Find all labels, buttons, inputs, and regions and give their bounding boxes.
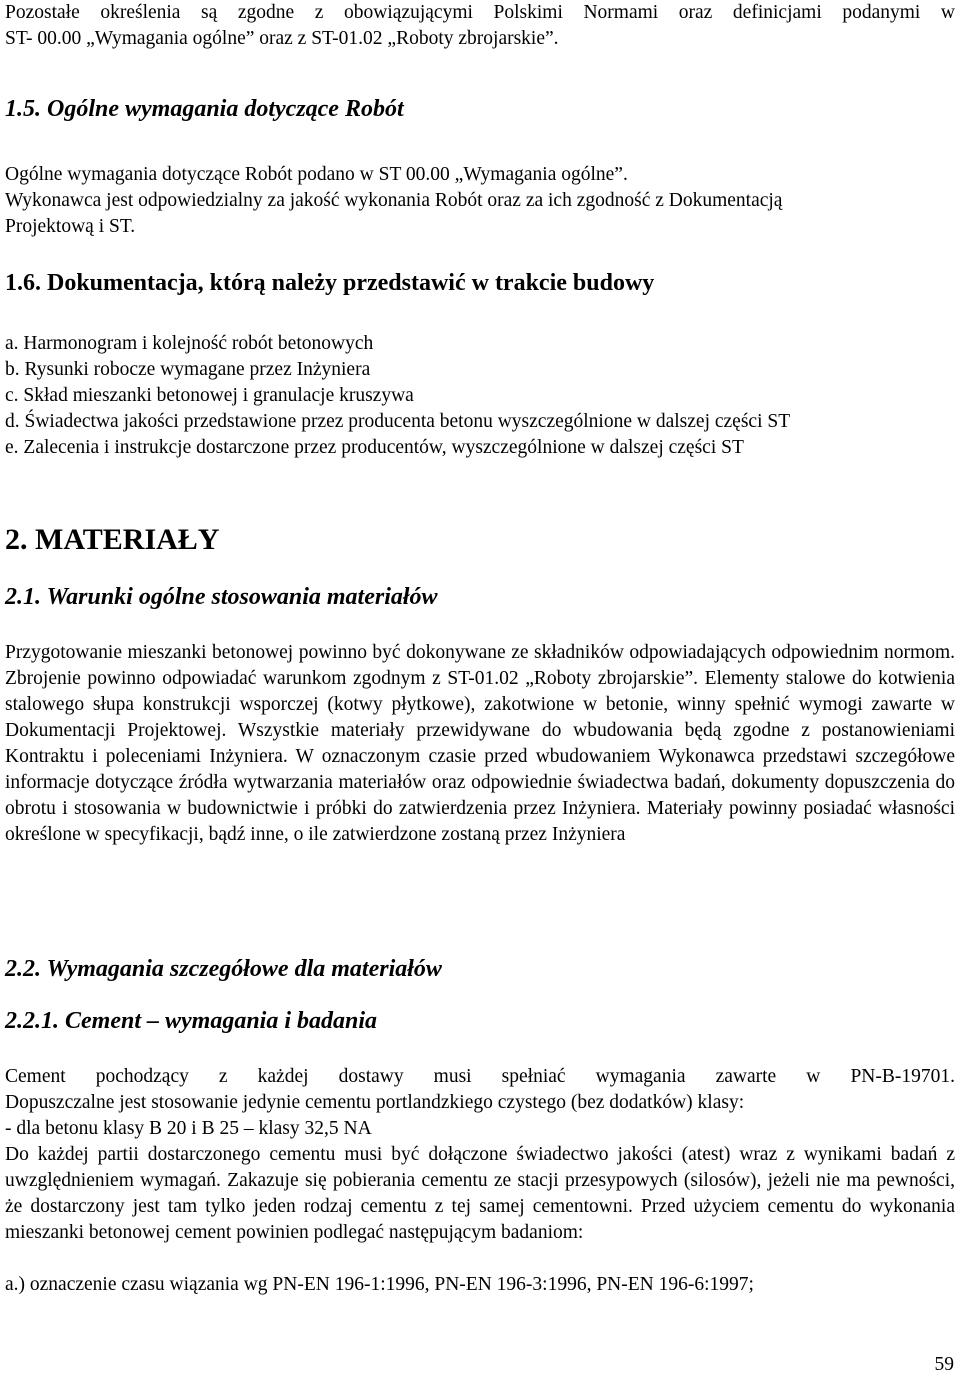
page-number: 59 bbox=[934, 1354, 954, 1375]
section-1-5-line-3: Projektową i ST. bbox=[5, 216, 136, 237]
section-2-1-heading: 2.1. Warunki ogólne stosowania materiałów bbox=[5, 584, 438, 610]
section-1-6-heading: 1.6. Dokumentacja, którą należy przedstawić w trakcie budowy bbox=[5, 270, 655, 296]
list-item: a. Harmonogram i kolejność robót betonowych bbox=[5, 333, 374, 354]
section-1-5-line-2: Wykonawca jest odpowiedzialny za jakość wykonania Robót oraz za ich zgodność z Dokumentacją bbox=[5, 190, 783, 211]
section-2-2-1-paragraph: Do każdej partii dostarczonego cementu musi być dołączone świadectwo jakości (atest) wraz z wynikami badań z uwzględnieniem wymagań. Zakazuje się pobierania cementu ze stacji przesypowych (silosów), jeżeli nie ma pewności, że dostarczony jest tam tylko jeden rodzaj cementu z tej samej cementowni. Przed użyciem cementu do wykonania mieszanki betonowej cement powinien podlegać następującym badaniom: bbox=[5, 1144, 955, 1243]
list-item: b. Rysunki robocze wymagane przez Inżyniera bbox=[5, 359, 371, 380]
section-2-2-heading: 2.2. Wymagania szczegółowe dla materiałów bbox=[5, 956, 442, 982]
list-item: d. Świadectwa jakości przedstawione przez producenta betonu wyszczególnione w dalszej części ST bbox=[5, 411, 791, 432]
section-1-5-heading: 1.5. Ogólne wymagania dotyczące Robót bbox=[5, 96, 404, 122]
list-item: e. Zalecenia i instrukcje dostarczone przez producentów, wyszczególnione w dalszej części ST bbox=[5, 437, 744, 458]
section-2-1-paragraph: Przygotowanie mieszanki betonowej powinno być dokonywane ze składników odpowiadających odpowiednim normom. Zbrojenie powinno odpowiadać warunkom zgodnym z ST-01.02 „Roboty zbrojarskie”. Elementy stalowe do kotwienia stalowego słupa konstrukcji wsporczej (kotwy płytkowe), zakotwione w betonie, winny spełnić wymogi zawarte w Dokumentacji Projektowej. Wszystkie materiały przewidywane do wbudowania będą zgodne z postanowieniami Kontraktu i poleceniami Inżyniera. W oznaczonym czasie przed wbudowaniem Wykonawca przedstawi szczegółowe informacje dotyczące źródła wytwarzania materiałów oraz odpowiednie świadectwa badań, dokumenty dopuszczenia do obrotu i stosowania w budownictwie i próbki do zatwierdzenia przez Inżyniera. Materiały powinny posiadać własności określone w specyfikacji, bądź inne, o ile zatwierdzone zostaną przez Inżyniera bbox=[5, 642, 955, 845]
list-item: c. Skład mieszanki betonowej i granulacje kruszywa bbox=[5, 385, 414, 406]
cement-test-item-a: a.) oznaczenie czasu wiązania wg PN-EN 196-1:1996, PN-EN 196-3:1996, PN-EN 196-6:1997; bbox=[5, 1274, 754, 1295]
section-2-2-1-heading: 2.2.1. Cement – wymagania i badania bbox=[5, 1008, 378, 1034]
intro-line-1: Pozostałe określenia są zgodne z obowiązującymi Polskimi Normami oraz definicjami podanymi w bbox=[5, 2, 955, 23]
intro-line-2: ST- 00.00 „Wymagania ogólne” oraz z ST-01.02 „Roboty zbrojarskie”. bbox=[5, 28, 559, 49]
cement-line-3: - dla betonu klasy B 20 i B 25 – klasy 32,5 NA bbox=[5, 1118, 372, 1139]
section-2-heading: 2. MATERIAŁY bbox=[5, 523, 220, 556]
section-1-5-body bbox=[5, 162, 955, 240]
section-2-2-1-body bbox=[5, 1064, 955, 1142]
document-list bbox=[5, 331, 955, 461]
section-1-5-line-1: Ogólne wymagania dotyczące Robót podano w ST 00.00 „Wymagania ogólne”. bbox=[5, 164, 628, 185]
cement-line-2: Dopuszczalne jest stosowanie jedynie cementu portlandzkiego czystego (bez dodatków) klasy: bbox=[5, 1092, 745, 1113]
cement-line-1: Cement pochodzący z każdej dostawy musi spełniać wymagania zawarte w PN-B-19701. bbox=[5, 1066, 955, 1087]
intro-paragraph bbox=[5, 0, 955, 52]
